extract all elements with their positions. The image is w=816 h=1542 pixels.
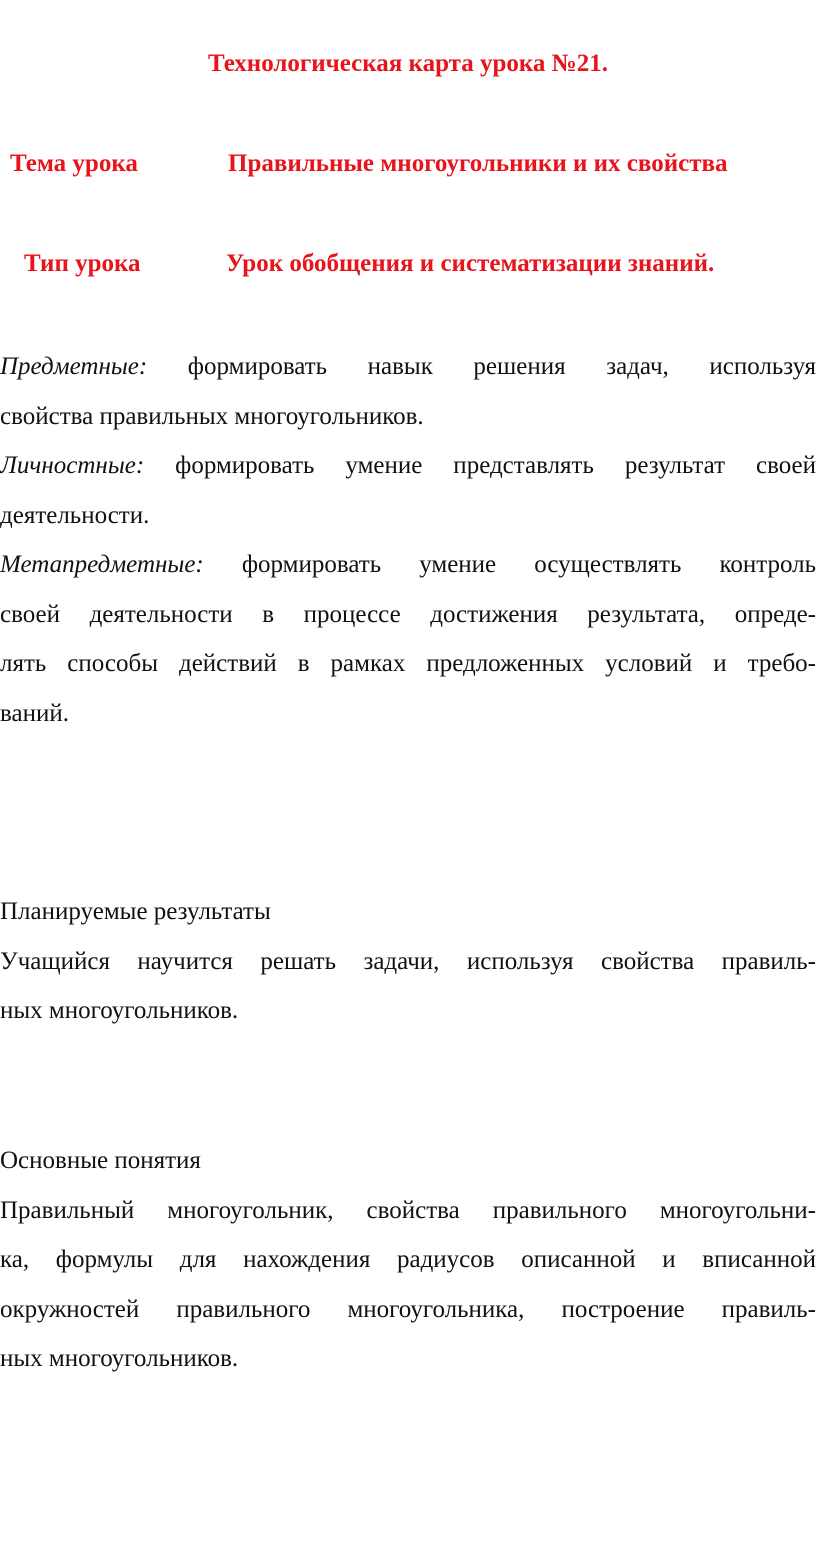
key-concepts-text-1: Правильный многоугольник, свойства правильного многоугольни- (0, 1196, 816, 1224)
lesson-topic-value: Правильные многоугольники и их свойства (228, 150, 728, 177)
key-concepts-text-4: ных многоугольников. (0, 1345, 239, 1372)
goal-meta-text-3: лять способы действий в рамках предложенных условий и требо- (0, 650, 816, 677)
goal-subject-line-1 (0, 342, 816, 392)
goal-meta-label: Метапредметные: (0, 551, 204, 578)
lesson-type-label: Тип урока (24, 250, 141, 277)
planned-results-text-2: ных многоугольников. (0, 997, 239, 1024)
planned-results-heading: Планируемые результаты (0, 898, 271, 925)
goal-personal-line-1 (0, 441, 816, 491)
goal-meta-line-1 (0, 540, 816, 590)
lesson-type-value: Урок обобщения и систематизации знаний. (226, 250, 715, 277)
goal-meta-text-2: своей деятельности в процессе достижения результата, опреде- (0, 600, 816, 628)
goal-personal-text-1: формировать умение представлять результат своей (175, 452, 816, 479)
goal-subject-text-2: свойства правильных многоугольников. (0, 402, 424, 430)
goal-personal-text-2: деятельности. (0, 501, 150, 529)
goal-personal-label: Личностные: (0, 452, 145, 479)
goal-subject-text-1: формировать навык решения задач, используя (187, 353, 816, 380)
planned-results-text-1: Учащийся научится решать задачи, используя свойства правиль- (0, 947, 816, 975)
goal-meta-text-1: формировать умение осуществлять контроль (241, 551, 816, 578)
lesson-topic-label: Тема урока (10, 150, 138, 177)
key-concepts-heading: Основные понятия (0, 1147, 201, 1174)
goal-meta-text-4: ваний. (0, 699, 69, 727)
goal-personal-paragraph (0, 441, 816, 540)
planned-results-section (0, 887, 816, 1036)
page-title: Технологическая карта урока №21. (207, 50, 609, 77)
key-concepts-section (0, 1136, 816, 1384)
key-concepts-text-3: окружностей правильного многоугольника, построение правиль- (0, 1295, 816, 1323)
goal-subject-label: Предметные: (0, 353, 148, 380)
key-concepts-text-2: ка, формулы для нахождения радиусов описанной и вписанной (0, 1246, 816, 1273)
goal-meta-paragraph (0, 540, 816, 738)
goal-subject-paragraph (0, 342, 816, 441)
